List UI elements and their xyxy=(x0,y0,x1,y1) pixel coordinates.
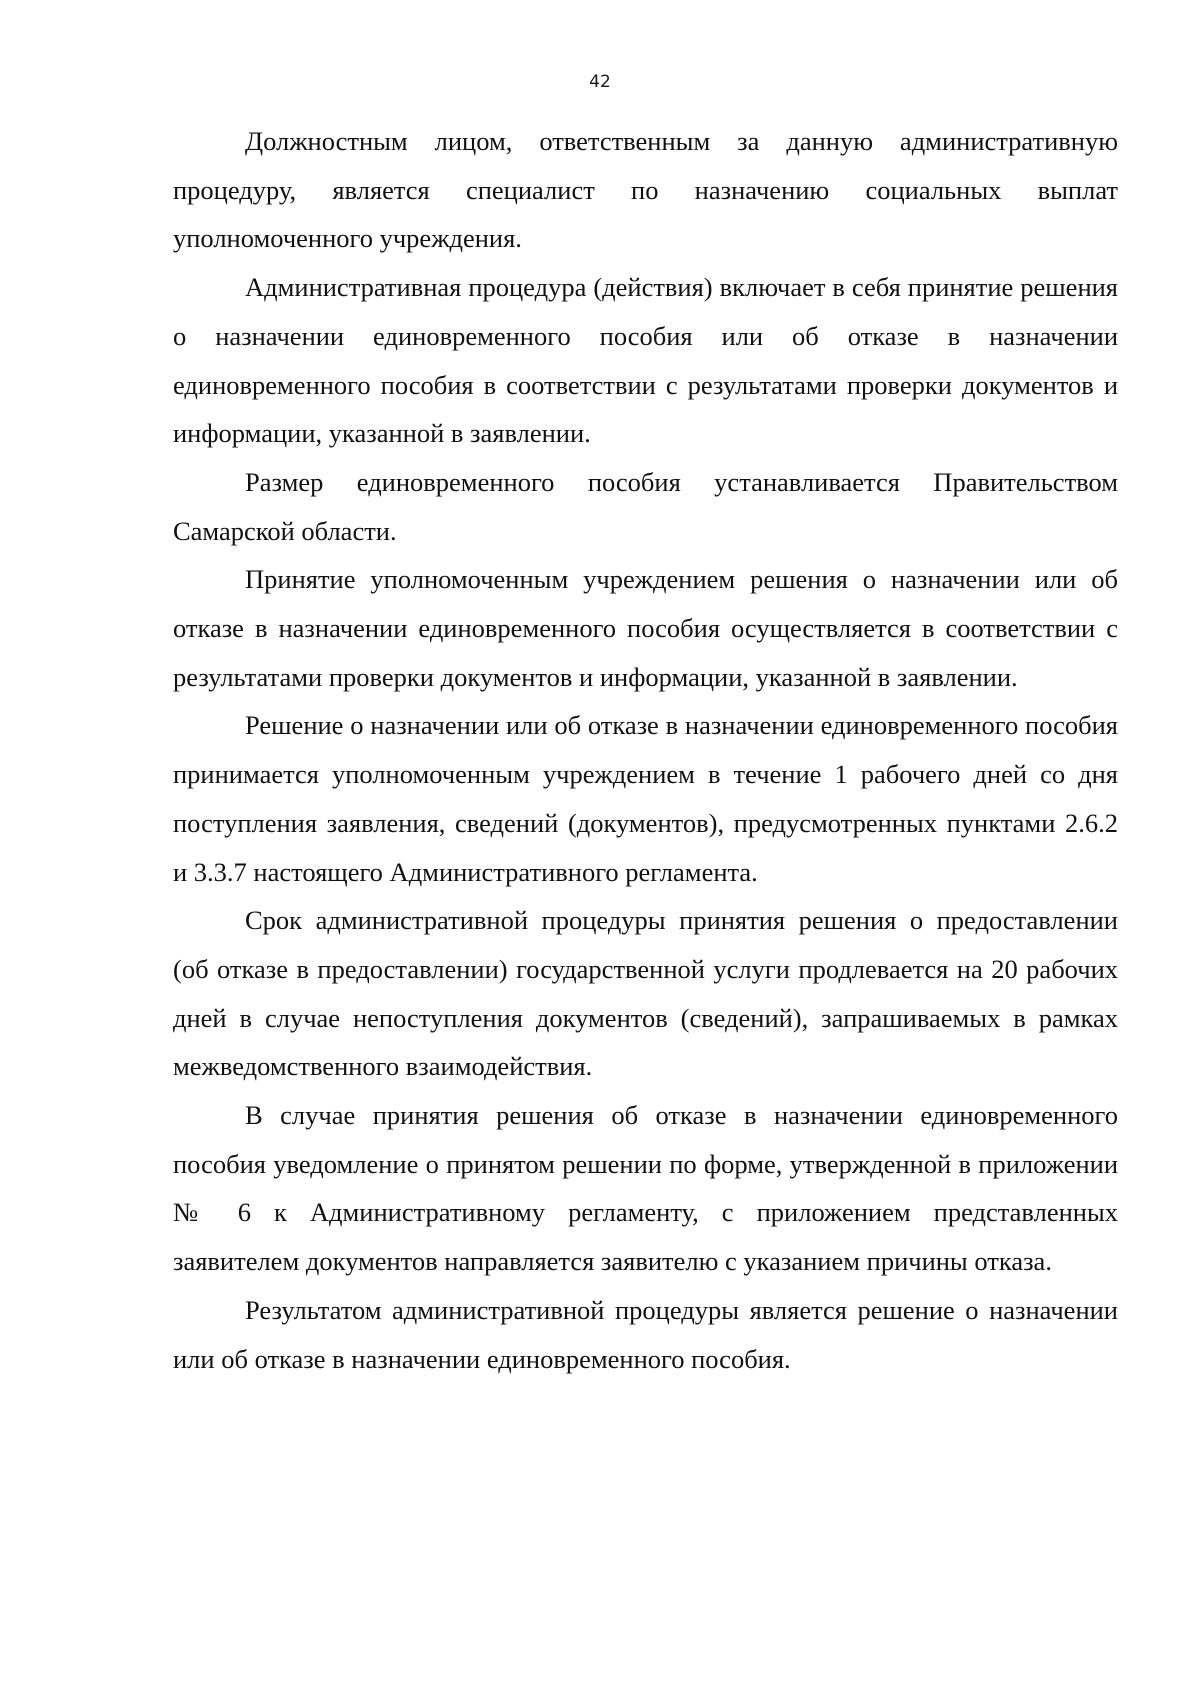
page-number: 42 xyxy=(589,72,611,92)
paragraph-procedure-content: Административная процедура (действия) включает в себя принятие решения о назначении единовременного пособия или об отказе в назначении единовременного пособия в соответствии с результатами проверки документов и информации, указанной в заявлении. xyxy=(173,272,1118,449)
paragraph-responsible-official: Должностным лицом, ответственным за данную административную процедуру, является специалист по назначению социальных выплат уполномоченного учреждения. xyxy=(173,126,1118,254)
paragraph-refusal-notice: В случае принятия решения об отказе в назначении единовременного пособия уведомление о принятом решении по форме, утвержденной в приложении № 6 к Административному регламенту, с приложением представленных заявителем документов направляется заявителю с указанием причины отказа. xyxy=(173,1100,1118,1277)
paragraph-deadline-extension: Срок административной процедуры принятия решения о предоставлении (об отказе в предоставлении) государственной услуги продлевается на 20 рабочих дней в случае непоступления документов (сведений), запрашиваемых в рамках межведомственного взаимодействия. xyxy=(173,905,1118,1082)
paragraph-benefit-amount: Размер единовременного пособия устанавливается Правительством Самарской области. xyxy=(173,466,1118,546)
paragraph-decision-basis: Принятие уполномоченным учреждением решения о назначении или об отказе в назначении единовременного пособия осуществляется в соответствии с результатами проверки документов и информации, указанной в заявлении. xyxy=(173,564,1118,692)
document-body xyxy=(173,117,1118,1383)
paragraph-procedure-result: Результатом административной процедуры является решение о назначении или об отказе в назначении единовременного пособия. xyxy=(173,1294,1118,1374)
paragraph-decision-deadline: Решение о назначении или об отказе в назначении единовременного пособия принимается уполномоченным учреждением в течение 1 рабочего дней со дня поступления заявления, сведений (документов), предусмотренных пунктами 2.6.2 и 3.3.7 настоящего Административного регламента. xyxy=(173,710,1118,887)
